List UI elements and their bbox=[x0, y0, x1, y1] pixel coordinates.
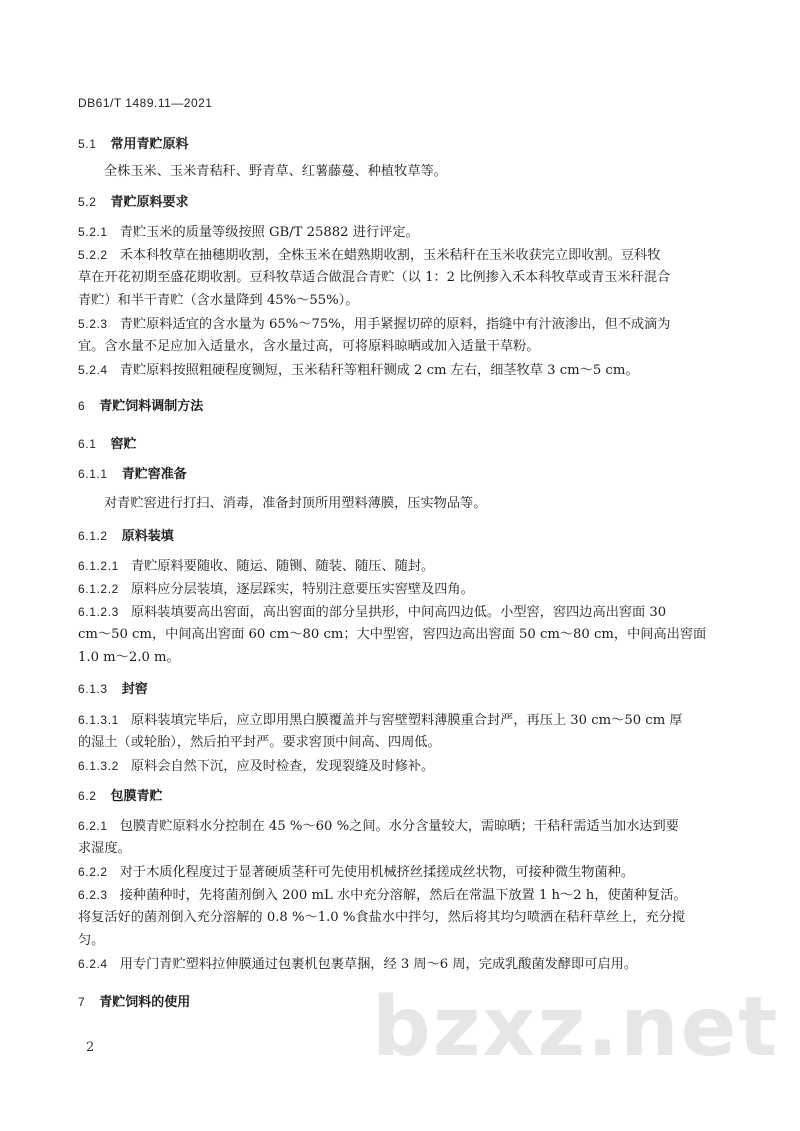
clause-6-2-2 bbox=[78, 862, 728, 883]
clause-number: 6.2.3 bbox=[78, 888, 108, 902]
clause-6-1-2-3-line-1 bbox=[78, 602, 728, 623]
clause-6-1-3-2 bbox=[78, 756, 728, 777]
clause-text: 接种菌种时，先将菌剂倒入 200 mL 水中充分溶解，然后在常温下放置 1 h～2 h，使菌种复活。 bbox=[119, 888, 687, 903]
chapter-number: 7 bbox=[78, 995, 86, 1009]
clause-number: 5.2.2 bbox=[78, 248, 108, 262]
clause-number: 5.2.4 bbox=[78, 363, 108, 377]
chapter-number: 6 bbox=[78, 399, 86, 413]
clause-number: 6.1.3.2 bbox=[78, 759, 119, 773]
section-title: 封窖 bbox=[121, 682, 148, 697]
clause-text: 原料会自然下沉，应及时检查，发现裂缝及时修补。 bbox=[130, 759, 435, 774]
section-number: 5.2 bbox=[78, 195, 97, 209]
clause-number: 5.2.1 bbox=[78, 225, 108, 239]
clause-6-1-3-1-line-2: 的湿土（或轮胎），然后拍平封严。要求窖顶中间高、四周低。 bbox=[78, 735, 441, 750]
clause-5-2-1 bbox=[78, 222, 728, 243]
clause-text: 禾本科牧草在抽穗期收割，全株玉米在蜡熟期收割，玉米秸秆在玉米收获完立即收割。豆科牧 bbox=[119, 248, 661, 263]
clause-text: 青贮玉米的质量等级按照 GB/T 25882 进行评定。 bbox=[119, 225, 419, 240]
paragraph-5-1: 全株玉米、玉米青秸秆、野青草、红薯藤蔓、种植牧草等。 bbox=[104, 164, 447, 179]
clause-5-2-3-line-2: 宜。含水量不足应加入适量水，含水量过高，可将原料晾晒或加入适量干草粉。 bbox=[78, 339, 540, 354]
clause-number: 6.1.2.2 bbox=[78, 582, 119, 596]
clause-5-2-2-line-2: 草在开花初期至盛花期收割。豆科牧草适合做混合青贮（以 1：2 比例掺入禾本科牧草或青玉米秆混合 bbox=[78, 270, 671, 285]
clause-number: 6.1.3.1 bbox=[78, 713, 119, 727]
clause-number: 6.2.2 bbox=[78, 865, 108, 879]
clause-number: 6.1.2.3 bbox=[78, 605, 119, 619]
watermark: bzxz.net bbox=[372, 980, 780, 1075]
clause-text: 对于木质化程度过于显著硬质茎秆可先使用机械挤丝揉搓成丝状物，可接种微生物菌种。 bbox=[119, 865, 635, 880]
section-title: 原料装填 bbox=[121, 529, 174, 544]
section-title: 窖贮 bbox=[110, 437, 137, 452]
section-title: 青贮原料要求 bbox=[110, 195, 189, 210]
clause-text: 用专门青贮塑料拉伸膜通过包裹机包裹草捆，经 3 周～6 周，完成乳酸菌发酵即可启用。 bbox=[119, 957, 637, 972]
clause-number: 6.2.4 bbox=[78, 957, 108, 971]
section-heading-6-1-3 bbox=[78, 679, 728, 700]
section-number: 6.1.2 bbox=[78, 529, 108, 543]
section-number: 6.1.3 bbox=[78, 682, 108, 696]
clause-5-2-4 bbox=[78, 360, 728, 381]
paragraph-6-1-1: 对青贮窖进行打扫、消毒，准备封顶所用塑料薄膜，压实物品等。 bbox=[104, 496, 487, 511]
section-heading-6-2 bbox=[78, 786, 728, 807]
clause-6-2-3-line-1 bbox=[78, 885, 728, 906]
section-heading-6-1-2 bbox=[78, 526, 728, 547]
clause-text: 原料装填要高出窖面，高出窖面的部分呈拱形，中间高四边低。小型窖，窖四边高出窖面 30 bbox=[130, 605, 667, 620]
clause-6-1-2-3-line-2: cm～50 cm，中间高出窖面 60 cm～80 cm；大中型窖，窖四边高出窖面 50 cm～80 cm，中间高出窖面 bbox=[78, 627, 707, 642]
chapter-heading-6 bbox=[78, 396, 728, 417]
clause-number: 6.1.2.1 bbox=[78, 559, 119, 573]
clause-text: 原料装填完毕后，应立即用黑白膜覆盖并与窖壁塑料薄膜重合封严，再压上 30 cm～50 cm 厚 bbox=[130, 713, 683, 728]
clause-6-2-1-line-2: 求湿度。 bbox=[78, 841, 131, 856]
clause-5-2-3-line-1 bbox=[78, 314, 728, 335]
section-heading-6-1 bbox=[78, 434, 728, 455]
clause-6-1-2-3-line-3: 1.0 m～2.0 m。 bbox=[78, 650, 180, 665]
section-heading-5-2 bbox=[78, 192, 728, 213]
chapter-title: 青贮饲料调制方法 bbox=[99, 399, 204, 414]
clause-text: 青贮原料按照粗硬程度铡短，玉米秸秆等粗秆铡成 2 cm 左右，细茎牧草 3 cm～5 cm。 bbox=[119, 363, 639, 378]
clause-text: 青贮原料要随收、随运、随铡、随装、随压、随封。 bbox=[130, 559, 435, 574]
clause-6-2-3-line-3: 匀。 bbox=[78, 933, 105, 948]
clause-5-2-2-line-1 bbox=[78, 245, 728, 266]
clause-6-2-1-line-1 bbox=[78, 816, 728, 837]
section-title: 常用青贮原料 bbox=[110, 137, 189, 152]
clause-6-1-2-1 bbox=[78, 556, 728, 577]
clause-text: 原料应分层装填，逐层踩实，特别注意要压实窖壁及四角。 bbox=[130, 582, 474, 597]
clause-number: 6.2.1 bbox=[78, 819, 108, 833]
clause-number: 5.2.3 bbox=[78, 317, 108, 331]
clause-text: 包膜青贮原料水分控制在 45 %～60 %之间。水分含量较大，需晾晒；干秸秆需适当加水达到要 bbox=[119, 819, 679, 834]
clause-text: 青贮原料适宜的含水量为 65%～75%，用手紧握切碎的原料，指缝中有汁液渗出，但不成滴为 bbox=[119, 317, 671, 332]
section-number: 6.1 bbox=[78, 437, 97, 451]
section-heading-6-1-1 bbox=[78, 464, 728, 485]
section-heading-5-1 bbox=[78, 134, 728, 155]
page-number: 2 bbox=[86, 1040, 95, 1055]
clause-6-2-3-line-2: 将复活好的菌剂倒入充分溶解的 0.8 %～1.0 %食盐水中拌匀，然后将其均匀喷洒在秸秆草丝上，充分搅 bbox=[78, 910, 686, 925]
chapter-title: 青贮饲料的使用 bbox=[99, 995, 191, 1010]
clause-6-2-4 bbox=[78, 954, 728, 975]
section-number: 5.1 bbox=[78, 137, 97, 151]
clause-5-2-2-line-3: 青贮）和半干青贮（含水量降到 45%～55%）。 bbox=[78, 293, 359, 308]
clause-6-1-2-2 bbox=[78, 579, 728, 600]
document-number: DB61/T 1489.11—2021 bbox=[78, 96, 213, 110]
clause-6-1-3-1-line-1 bbox=[78, 710, 728, 731]
section-number: 6.1.1 bbox=[78, 467, 108, 481]
section-title: 青贮窖准备 bbox=[121, 467, 187, 482]
section-title: 包膜青贮 bbox=[110, 789, 163, 804]
section-number: 6.2 bbox=[78, 789, 97, 803]
